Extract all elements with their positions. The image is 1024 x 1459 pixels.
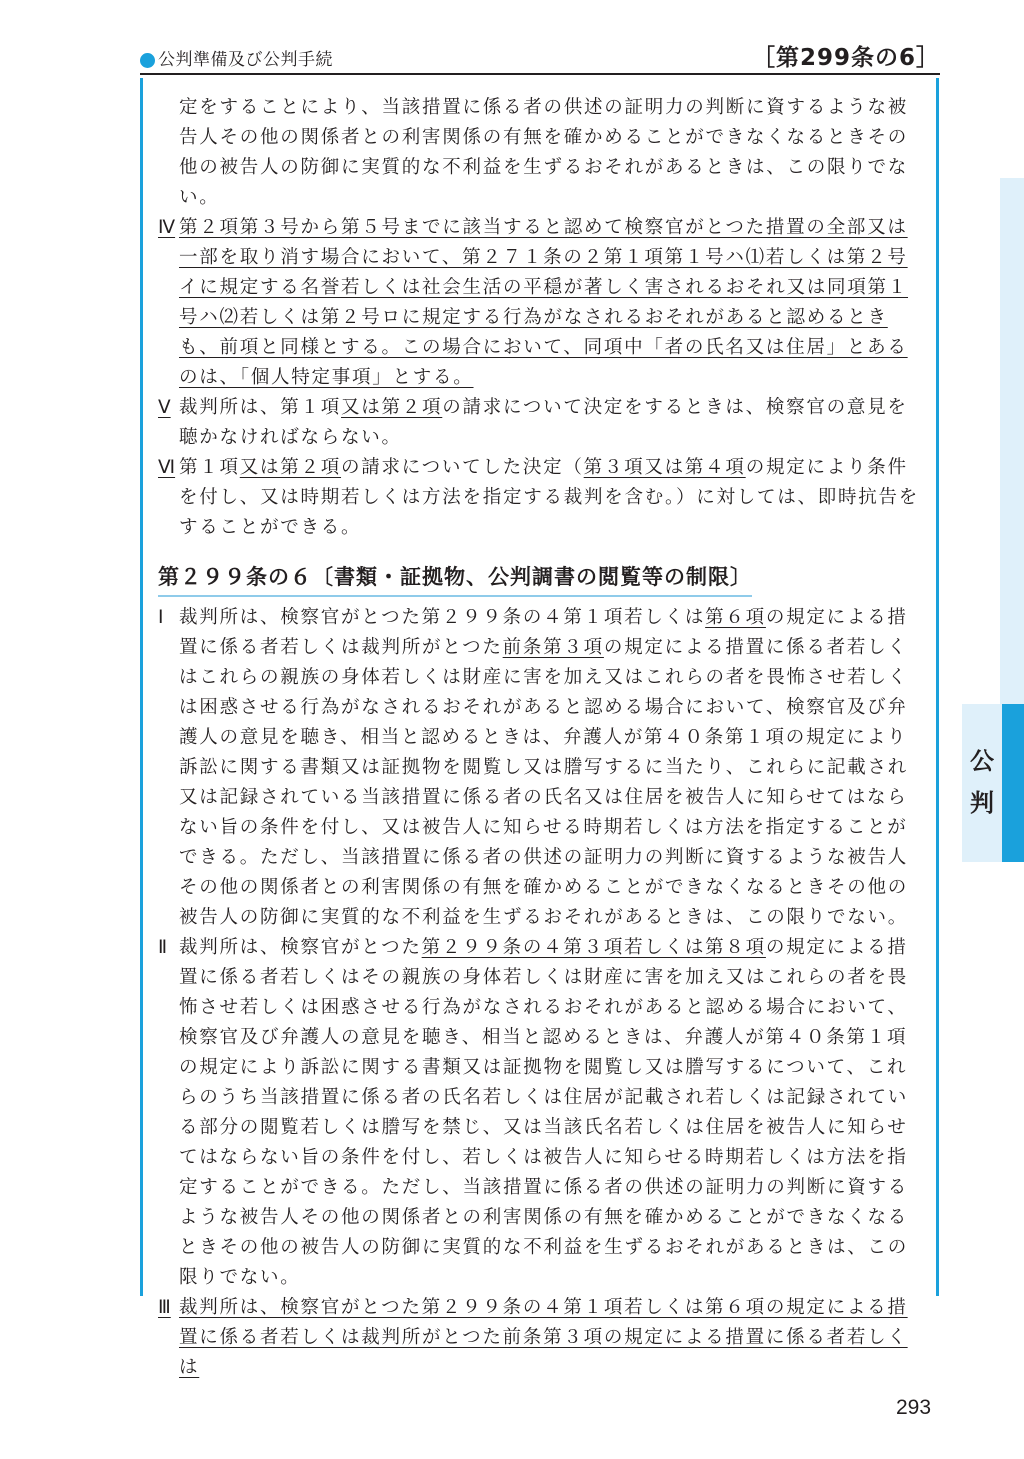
paragraph-text (179, 393, 922, 453)
paragraph-number: Ⅴ (158, 397, 171, 418)
amended-text: 第２９９条の４第３項若しくは第８項 (421, 937, 766, 958)
paragraph-text: 定をすることにより、当該措置に係る者の供述の証明力の判断に資するような被告人その他の関係者との利害関係の有無を確かめることができなくなるときその他の被告人の防御に実質的な不利益を生ずるおそれがあるときは、この限りでない。 (179, 97, 909, 208)
text-run: の規定により条件を付し、又は時期若しくは方法を指定する裁判を含む。）に対しては、即時抗告をすることができる。 (179, 457, 920, 538)
text-run: の請求について決定をするときは、検察官の意見を聴かなければならない。 (179, 397, 908, 448)
section-title: 公判準備及び公判手続 (158, 50, 333, 70)
paragraph-continuation (158, 93, 922, 213)
side-tab-strip (1000, 178, 1024, 708)
side-tab-marker (1002, 704, 1024, 862)
text-run: 裁判所は、検察官がとつた第２９９条の４第１項若しくは (179, 607, 706, 628)
text-run: 第１項 (179, 457, 240, 478)
article-reference: ［第299条の6］ (751, 45, 940, 71)
left-margin-line (140, 78, 143, 1296)
text-run: の規定による措置に係る者若しくは裁判所がとつた (179, 607, 908, 658)
side-tab-char: 公 (970, 747, 994, 775)
paragraph-number: Ⅲ (158, 1297, 171, 1318)
article-paragraph-3 (158, 1293, 922, 1383)
article-paragraph-1 (158, 603, 922, 933)
side-tab-char: 判 (970, 789, 994, 817)
bullet-dot-icon (140, 53, 155, 68)
paragraph-text: 第２項第３号から第５号までに該当すると認めて検察官がとつた措置の全部又は一部を取り消す場合において、第２７１条の２第１項第１号ハ⑴若しくは第２号イに規定する名誉若しくは社会生活の平穏が著しく害されるおそれ又は同項第１号ハ⑵若しくは第２号ロに規定する行為がなされるおそれがあると認めるときも、前項と同様とする。この場合において、同項中「者の氏名又は住居」とあるのは、「個人特定事項」とする。 (179, 217, 909, 388)
text-run: の規定による措置に係る者若しくはこれらの親族の身体若しくは財産に害を加え又はこれらの者を畏怖させ若しくは困惑させる行為がなされるおそれがあると認める場合において、検察官及び弁護人の意見を聴き、相当と認めるときは、弁護人が第４０条第１項の規定により訴訟に関する書類又は証拠物を閲覧し又は謄写するに当たり、これらに記載され又は記録されている当該措置に係る者の氏名又は住居を被告人に知らせてはならない旨の条件を付し、又は被告人に知らせる時期若しくは方法を指定することができる。ただし、当該措置に係る者の供述の証明力の判断に資するような被告人その他の関係者との利害関係の有無を確かめることができなくなるときその他の被告人の防御に実質的な不利益を生ずるおそれがあるときは、この限りでない。 (179, 637, 909, 928)
article-paragraph-2 (158, 933, 922, 1293)
amended-text: 前条第３項 (502, 637, 604, 658)
text-run: の請求についてした決定（ (341, 457, 584, 478)
text-run: 裁判所は、第１項 (179, 397, 342, 418)
main-text (158, 93, 922, 1383)
article-heading: 第２９９条の６〔書類・証拠物、公判調書の閲覧等の制限〕 (158, 559, 752, 597)
page-number: 293 (896, 1396, 932, 1419)
amended-text: 又は第２項 (239, 457, 342, 478)
paragraph-number: Ⅰ (158, 607, 164, 628)
paragraph-number: Ⅱ (158, 937, 168, 958)
header-rule (140, 73, 940, 75)
paragraph-text (179, 603, 922, 933)
right-margin-line (936, 78, 939, 1296)
paragraph-number: Ⅵ (158, 457, 176, 478)
paragraph-4 (158, 213, 922, 393)
paragraph-text (179, 453, 922, 543)
paragraph-text: 裁判所は、検察官がとつた第２９９条の４第１項若しくは第６項の規定による措置に係る者若しくは裁判所がとつた前条第３項の規定による措置に係る者若しくは (179, 1297, 908, 1378)
text-run: の規定による措置に係る者若しくはその親族の身体若しくは財産に害を加え又はこれらの者を畏怖させ若しくは困惑させる行為がなされるおそれがあると認める場合において、検察官及び弁護人の意見を聴き、相当と認めるときは、弁護人が第４０条第１項の規定により訴訟に関する書類又は証拠物を閲覧し又は謄写するについて、これらのうち当該措置に係る者の氏名若しくは住居が記載され若しくは記録されている部分の閲覧若しくは謄写を禁じ、又は当該氏名若しくは住居を被告人に知らせてはならない旨の条件を付し、若しくは被告人に知らせる時期若しくは方法を指定することができる。ただし、当該措置に係る者の供述の証明力の判断に資するような被告人その他の関係者との利害関係の有無を確かめることができなくなるときその他の被告人の防御に実質的な不利益を生ずるおそれがあるときは、この限りでない。 (179, 937, 909, 1288)
paragraph-6 (158, 453, 922, 543)
amended-text: 第６項 (705, 607, 766, 628)
paragraph-text (179, 933, 922, 1293)
paragraph-number: Ⅳ (158, 217, 176, 238)
side-tab-label (962, 740, 1002, 824)
running-header (140, 44, 940, 74)
paragraph-5 (158, 393, 922, 453)
amended-text: 第３項又は第４項 (583, 457, 746, 478)
text-run: 裁判所は、検察官がとつた (179, 937, 422, 958)
amended-text: 又は第２項 (341, 397, 443, 418)
